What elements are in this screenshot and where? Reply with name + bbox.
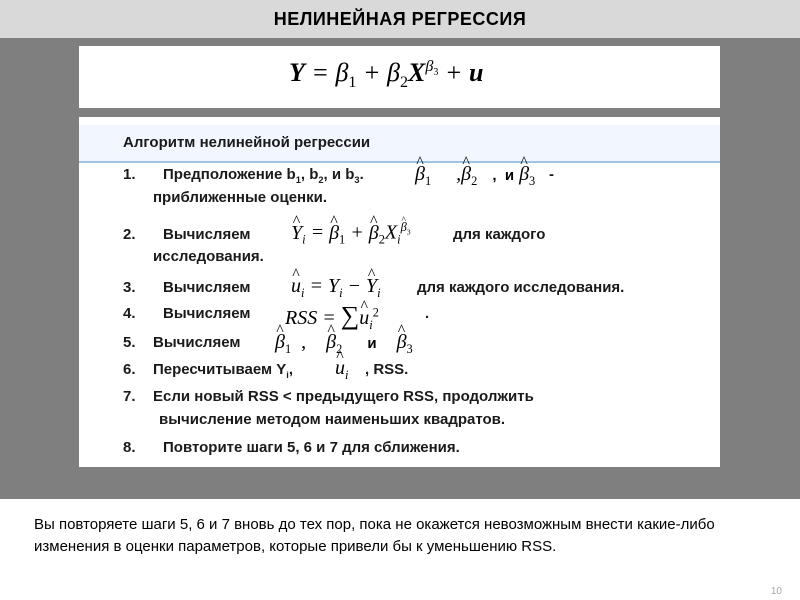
step-2-formula: ^ $Y_i$ = ^ $\beta_1$ + ^ $\beta_2X_i\^{}$ $^{\beta_3}$ xyxy=(291,220,411,248)
step-5-number: 5. xyxy=(123,334,136,351)
model-formula-box xyxy=(79,46,720,108)
step-6-number: 6. xyxy=(123,361,136,378)
step-3-formula: ^ $u_i = Y_i$ − ^ $Y_i$ xyxy=(291,275,381,301)
step-4-tail: . xyxy=(425,305,430,322)
step-1-tail: - xyxy=(549,166,554,183)
step-4-text: Вычисляем xyxy=(163,305,251,322)
step-1-text: Предположение $b_1$, $b_2$, и $b_3$. xyxy=(163,166,364,185)
step-8-number: 8. xyxy=(123,439,136,456)
step-1-number: 1. xyxy=(123,166,136,183)
step-3-tail: для каждого исследования. xyxy=(417,279,625,296)
step-2-number: 2. xyxy=(123,226,136,243)
step-2-text: Вычисляем xyxy=(163,226,251,243)
step-6-text: Пересчитываем $Y_i$, xyxy=(153,361,294,380)
step-5-formula: ^ $\beta_1$ , ^ $\beta_2$ и ^ $\beta_3$ xyxy=(275,331,413,357)
step-8-text: Повторите шаги 5, 6 и 7 для сближения. xyxy=(163,439,460,456)
page-title: НЕЛИНЕЙНАЯ РЕГРЕССИЯ xyxy=(273,9,527,29)
footer-note: Вы повторяете шаги 5, 6 и 7 вновь до тех пор, пока не окажется невозможным внести какие-либо изменения в оценки параметров, которые привели бы к уменьшению RSS. xyxy=(34,516,715,555)
step-2-line2: исследования. xyxy=(153,248,264,265)
step-4-formula: RSS = ∑^ $u_i^2$ xyxy=(285,301,379,333)
step-2-tail: для каждого xyxy=(453,226,546,243)
step-4-number: 4. xyxy=(123,305,136,322)
model-formula: $Y = \beta_1 + \beta_2X^{\beta_3} + u$ xyxy=(289,58,484,92)
step-6-tail: , RSS. xyxy=(365,361,409,378)
step-5-text: Вычисляем xyxy=(153,334,241,351)
step-7-number: 7. xyxy=(123,388,136,405)
algorithm-box xyxy=(79,117,720,467)
step-3-text: Вычисляем xyxy=(163,279,251,296)
step-3-number: 3. xyxy=(123,279,136,296)
step-6-formula: ^ $u_i$ xyxy=(335,357,348,383)
step-7-text: Если новый RSS < предыдущего RSS, продолжить xyxy=(153,388,534,405)
algorithm-title: Алгоритм нелинейной регрессии xyxy=(123,134,371,151)
step-7-line2: вычисление методом наименьших квадратов. xyxy=(159,411,506,428)
algorithm-header xyxy=(79,125,720,163)
step-1-formula: ^ $\beta_1$ ,^ $\beta_2$ , и ^ $\beta_3$ xyxy=(415,163,535,189)
page-number: 10 xyxy=(770,586,782,597)
step-1-line2: приближенные оценки. xyxy=(153,189,327,206)
